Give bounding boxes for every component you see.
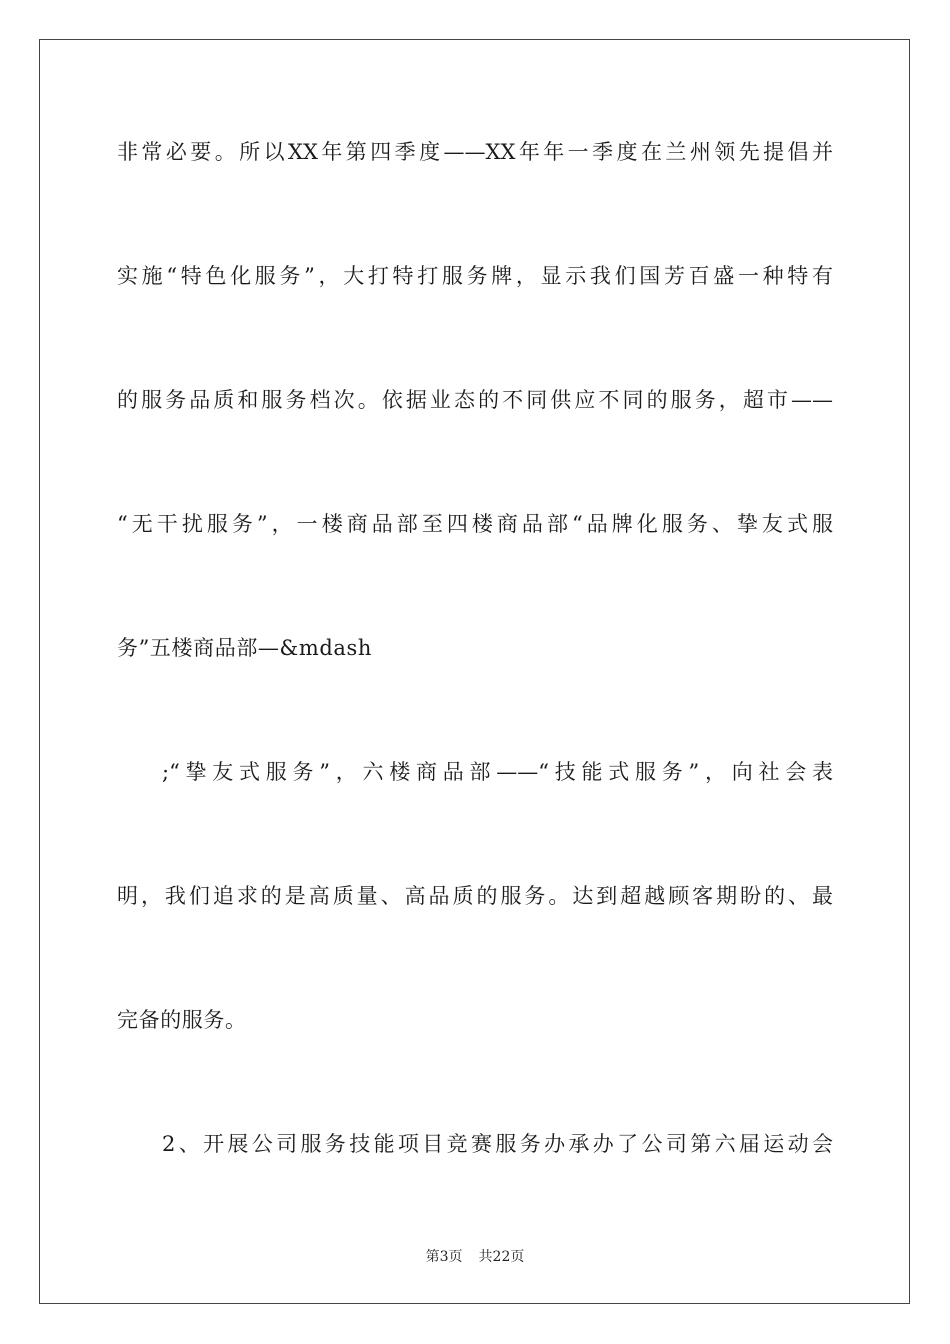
body-line-6: ;“挚友式服务”，六楼商品部——“技能式服务”，向社会表 — [162, 760, 833, 784]
body-line-4: “无干扰服务”，一楼商品部至四楼商品部“品牌化服务、挚友式服 — [117, 512, 833, 536]
page-border — [39, 39, 910, 1304]
page-total: 共22页 — [478, 1249, 525, 1265]
body-line-7: 明，我们追求的是高质量、高品质的服务。达到超越顾客期盼的、最 — [117, 884, 833, 908]
body-line-2: 实施“特色化服务”，大打特打服务牌，显示我们国芳百盛一种特有 — [117, 264, 833, 288]
body-line-8: 完备的服务。 — [117, 1008, 247, 1032]
page-number: 第3页 — [425, 1249, 463, 1265]
page-footer — [0, 1248, 950, 1266]
body-line-9: 2、开展公司服务技能项目竞赛服务办承办了公司第六届运动会 — [162, 1132, 833, 1156]
body-line-5: 务”五楼商品部—&mdash — [117, 636, 373, 660]
body-line-1: 非常必要。所以XX年第四季度——XX年年一季度在兰州领先提倡并 — [117, 140, 833, 164]
body-line-3: 的服务品质和服务档次。依据业态的不同供应不同的服务，超市—— — [117, 388, 833, 412]
